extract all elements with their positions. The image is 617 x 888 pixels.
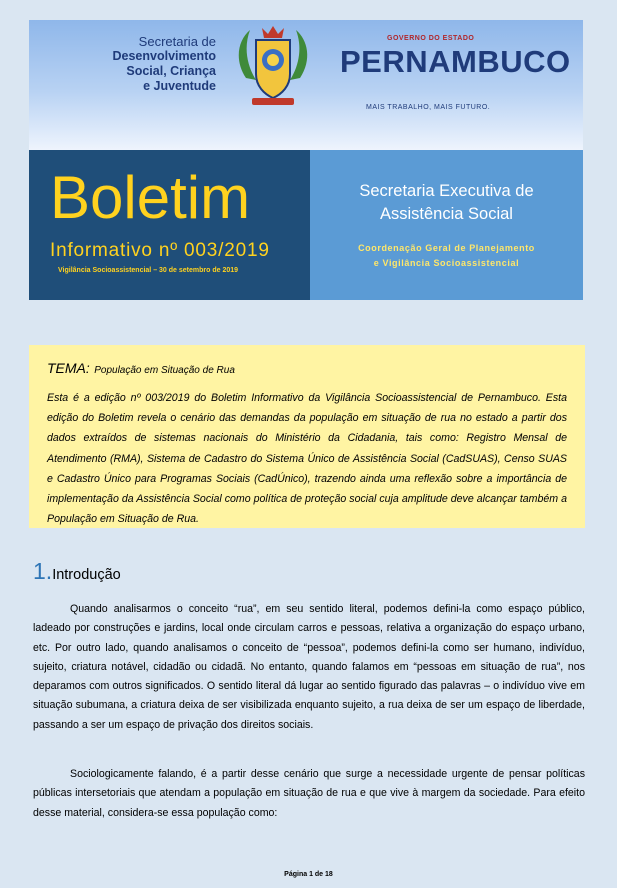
boletim-subtitle: Informativo nº 003/2019 [50,240,270,261]
boletim-date-line: Vigilância Socioassistencial – 30 de setembro de 2019 [58,267,239,274]
paragraph-2: Sociologicamente falando, é a partir desse cenário que surge a necessidade urgente de pensar políticas públicas intersetoriais que atendam a população em situação de rua e que vive à margem da sociedade. Para efeito desse material, considera-se essa população como: [33,768,585,819]
coordenacao-subtitle: Coordenação Geral de Planejamento e Vigilância Socioassistencial [358,243,535,268]
section-number: 1. [33,558,53,584]
secretaria-executiva-title: Secretaria Executiva de Assistência Social [359,182,534,223]
page-number: Página 1 de 18 [284,871,333,878]
tema-heading [47,360,235,378]
state-name-logo: PERNAMBUCO [340,44,571,79]
paragraph-1: Quando analisarmos o conceito “rua”, em seu sentido literal, podemos defini-la como espaço público, ladeado por construções e jardins, local onde circulam carros e pessoas, relativa a organização do espaço urbano, etc. Por outro lado, quando analisamos o conceito de “pessoa”, podemos defini-la como ser humano, indivíduo, sujeito, criatura notável, cidadão ou cidadã. No entanto, quando falamos em “pessoas em situação de rua”, nos deparamos com outros significados. O sentido literal dá lugar ao sentido figurado das palavras – o indivíduo vive em situação subumana, a criatura deixa de ser visibilizada enquanto sujeito, a rua deixa de ser um espaço de liberdade, passando a ser um espaço de privação dos direitos sociais. [33,603,585,731]
secretaria-logo-text: Secretaria de Desenvolvimento Social, Criança e Juventude [112,34,216,93]
tema-label: TEMA: [47,360,90,376]
tema-subject: População em Situação de Rua [94,365,235,376]
section-heading [33,558,121,585]
coat-of-arms-icon [232,20,314,112]
governo-small-label: GOVERNO DO ESTADO [387,35,475,42]
section-title: Introdução [52,567,121,583]
boletim-title: Boletim [50,164,251,231]
tema-text: Esta é a edição nº 003/2019 do Boletim Informativo da Vigilância Socioassistencial de Pernambuco. Esta edição do Boletim revela o cenário das demandas da população em situação de rua no estado a partir dos dados extraídos de sistemas nacionais do Ministério da Cidadania, tais como: Registro Mensal de Atendimento (RMA), Sistema de Cadastro do Sistema Único de Assistência Social (CadSUAS), Censo SUAS e Cadastro Único para Programas Sociais (CadÚnico), trazendo ainda uma reflexão sobre a importância de implementação da Assistência Social como política de proteção social cuja amplitude deve alcançar também a População em Situação de Rua. [47,392,567,526]
governo-slogan: MAIS TRABALHO, MAIS FUTURO. [366,104,491,111]
